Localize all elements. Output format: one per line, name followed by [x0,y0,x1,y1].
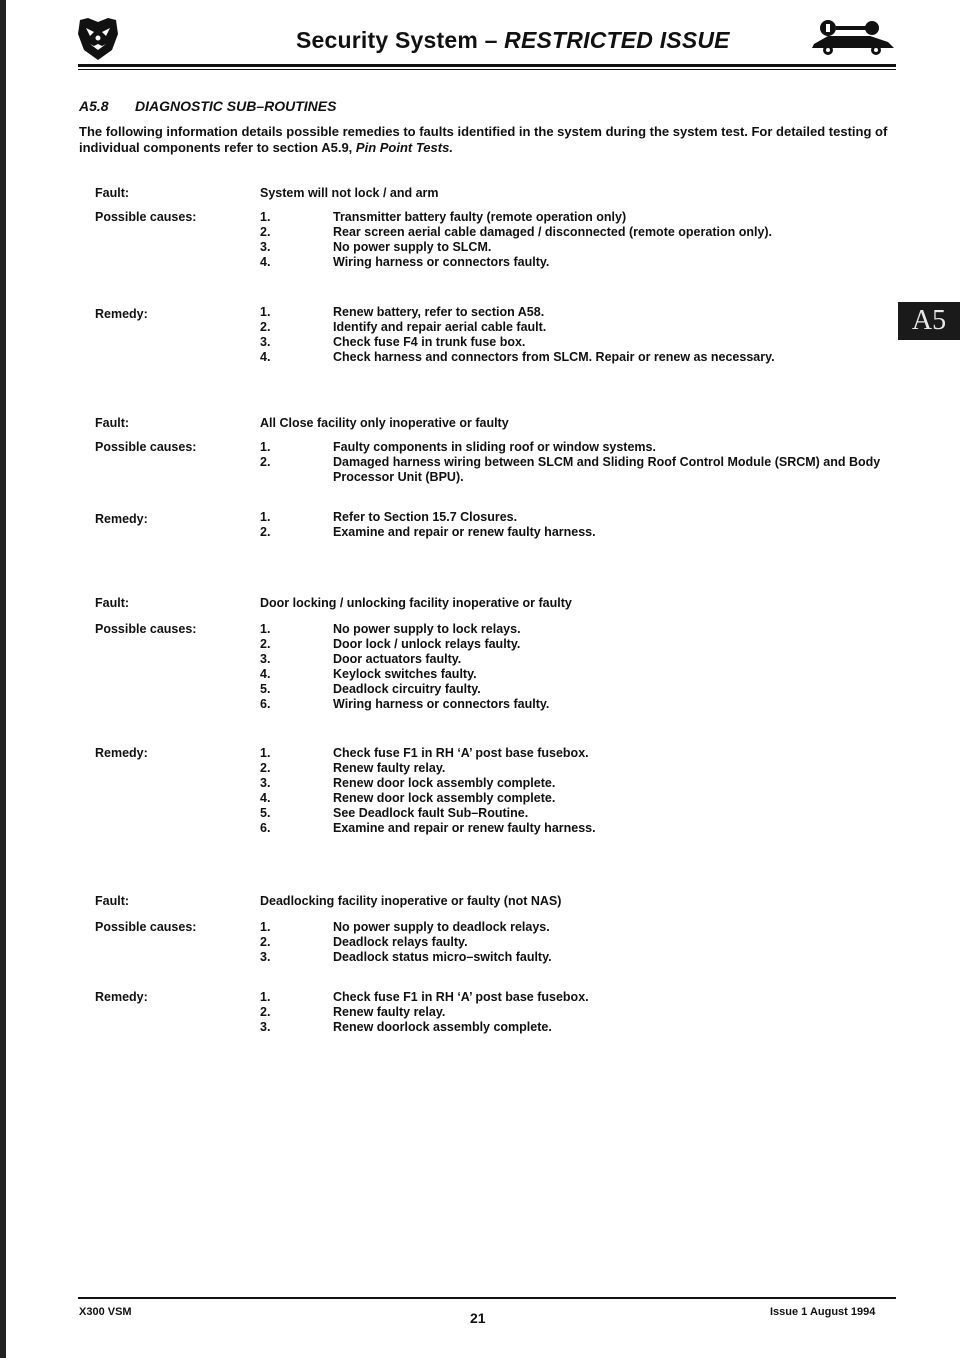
list-item: 2. Rear screen aerial cable damaged / disconnected (remote operation only). [260,225,773,239]
fault-title: All Close facility only inoperative or faulty [260,416,509,430]
list-item: 5. See Deadlock fault Sub–Routine. [260,806,529,820]
fault-label: Fault: [95,416,130,430]
causes-label: Possible causes: [95,622,197,636]
list-item: 1. Renew battery, refer to section A58. [260,305,545,319]
remedy-list [260,746,893,836]
causes-list [260,440,893,485]
remedy-label: Remedy: [95,990,148,1004]
list-item: 3. Renew door lock assembly complete. [260,776,556,790]
list-item: 2. Renew faulty relay. [260,1005,446,1019]
fault-label: Fault: [95,596,130,610]
footer-rule [78,1297,896,1299]
causes-label: Possible causes: [95,440,197,454]
section-title: DIAGNOSTIC SUB–ROUTINES [135,98,337,114]
list-item: 3. Check fuse F4 in trunk fuse box. [260,335,526,349]
fault-label: Fault: [95,186,130,200]
section-heading [79,98,336,114]
list-item: 2. Identify and repair aerial cable fault. [260,320,547,334]
header-title-restricted: RESTRICTED ISSUE [504,27,730,53]
remedy-label: Remedy: [95,746,148,760]
list-item: 1. Check fuse F1 in RH ‘A’ post base fusebox. [260,990,589,1004]
remedy-list [260,990,893,1035]
list-item: 6. Examine and repair or renew faulty harness. [260,821,596,835]
remedy-label: Remedy: [95,512,148,526]
intro-paragraph [79,124,895,156]
causes-label: Possible causes: [95,920,197,934]
footer-issue-date: Issue 1 August 1994 [770,1306,876,1318]
list-item: 1. No power supply to lock relays. [260,622,521,636]
list-item: 3. Deadlock status micro–switch faulty. [260,950,552,964]
list-item: 6. Wiring harness or connectors faulty. [260,697,550,711]
list-item: 2. Renew faulty relay. [260,761,446,775]
list-item: 1. Check fuse F1 in RH ‘A’ post base fusebox. [260,746,589,760]
fault-title: System will not lock / and arm [260,186,439,200]
header-rule-thin [78,69,896,70]
list-item: 3. Door actuators faulty. [260,652,462,666]
list-item: 1. Transmitter battery faulty (remote operation only) [260,210,627,224]
intro-reference: Pin Point Tests. [355,140,453,155]
list-item: 1. Faulty components in sliding roof or window systems. [260,440,656,454]
fault-label: Fault: [95,894,130,908]
fault-title: Door locking / unlocking facility inoperative or faulty [260,596,572,610]
list-item: 2. Examine and repair or renew faulty harness. [260,525,596,539]
page-number: 21 [470,1310,486,1326]
causes-list [260,920,893,965]
list-item: 2. Door lock / unlock relays faulty. [260,637,521,651]
car-key-icon [808,18,898,56]
list-item: 5. Deadlock circuitry faulty. [260,682,481,696]
section-tab-a5: A5 [898,302,960,340]
list-item: 1. No power supply to deadlock relays. [260,920,550,934]
footer-manual-code: X300 VSM [79,1306,132,1318]
list-item: 2. Deadlock relays faulty. [260,935,468,949]
page-header-title [296,27,730,54]
list-item: 1. Refer to Section 15.7 Closures. [260,510,518,524]
causes-label: Possible causes: [95,210,197,224]
list-item: 2. Damaged harness wiring between SLCM and Sliding Roof Control Module (SRCM) and Body Processor Unit (BPU). [260,455,881,484]
causes-list [260,210,893,270]
remedy-list [260,510,893,540]
jaguar-head-icon [76,16,120,62]
intro-text: The following information details possible remedies to faults identified in the system during the system test. For detailed testing of individual components refer to section A5.9, [79,124,888,155]
remedy-label: Remedy: [95,307,148,321]
list-item: 4. Check harness and connectors from SLCM. Repair or renew as necessary. [260,350,775,364]
list-item: 4. Wiring harness or connectors faulty. [260,255,550,269]
section-number: A5.8 [79,98,109,114]
list-item: 3. Renew doorlock assembly complete. [260,1020,552,1034]
fault-title: Deadlocking facility inoperative or faulty (not NAS) [260,894,562,908]
page-edge [0,0,6,1358]
header-title-main: Security System – [296,27,505,53]
causes-list [260,622,893,712]
list-item: 4. Renew door lock assembly complete. [260,791,556,805]
list-item: 4. Keylock switches faulty. [260,667,477,681]
list-item: 3. No power supply to SLCM. [260,240,492,254]
header-rule [78,64,896,67]
remedy-list [260,305,893,365]
